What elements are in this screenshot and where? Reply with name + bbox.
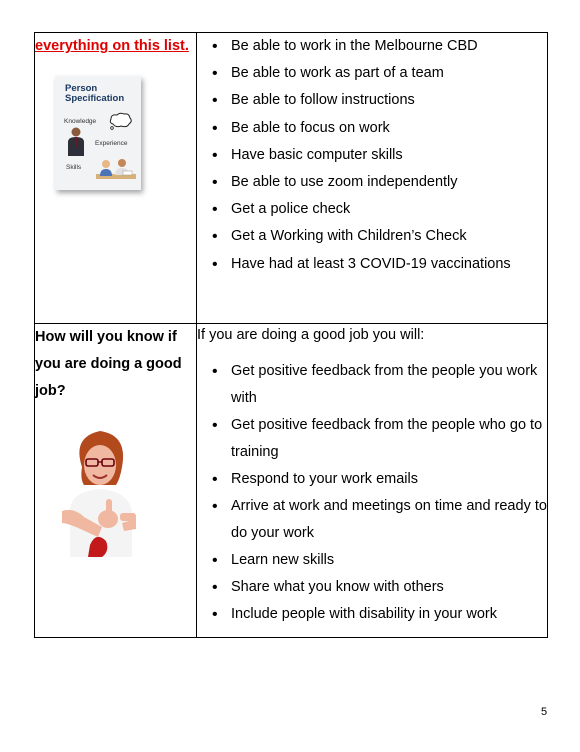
- good-job-list: [197, 358, 547, 628]
- left-cell-good-job: [35, 324, 197, 638]
- list-item: • Be able to work as part of a team: [197, 60, 547, 87]
- list-item: • Include people with disability in your work: [197, 601, 547, 628]
- right-cell-requirements: [197, 33, 548, 324]
- right-cell-good-job: [197, 324, 548, 638]
- list-item: • Respond to your work emails: [197, 466, 547, 493]
- spec-card-title: Person Specification: [65, 83, 125, 104]
- content-table: [34, 32, 548, 638]
- table-row: [35, 33, 548, 324]
- list-item: • Get positive feedback from the people who go to training: [197, 412, 547, 466]
- spec-label-knowledge: Knowledge: [64, 118, 97, 125]
- training-people-figure: [96, 158, 136, 180]
- person-specification-illustration: [55, 76, 141, 190]
- list-item: • Arrive at work and meetings on time and ready to do your work: [197, 493, 547, 547]
- spec-label-skills: Skills: [66, 164, 82, 171]
- page-number: 5: [541, 706, 548, 718]
- businessman-figure: [66, 126, 86, 156]
- list-item: • Have had at least 3 COVID-19 vaccinations: [197, 251, 547, 278]
- table-row: [35, 324, 548, 638]
- list-item: • Get positive feedback from the people you work with: [197, 358, 547, 412]
- requirements-heading: everything on this list.: [35, 38, 189, 54]
- requirements-list: [197, 33, 547, 278]
- list-item: • Get a police check: [197, 196, 547, 223]
- thumbs-up-woman-photo: [62, 427, 138, 557]
- list-item: • Be able to work in the Melbourne CBD: [197, 33, 547, 60]
- list-item: • Get a Working with Children’s Check: [197, 223, 547, 250]
- spec-label-experience: Experience: [95, 140, 128, 147]
- thought-bubble-icon: [109, 112, 133, 130]
- list-item: • Be able to focus on work: [197, 115, 547, 142]
- list-item: • Be able to use zoom independently: [197, 169, 547, 196]
- list-item: • Be able to follow instructions: [197, 87, 547, 114]
- list-item: • Share what you know with others: [197, 574, 547, 601]
- list-item: • Learn new skills: [197, 547, 547, 574]
- good-job-heading: How will you know if you are doing a good job?: [35, 329, 182, 399]
- list-item: • Have basic computer skills: [197, 142, 547, 169]
- good-job-intro: If you are doing a good job you will:: [197, 327, 425, 343]
- left-cell-requirements: [35, 33, 197, 324]
